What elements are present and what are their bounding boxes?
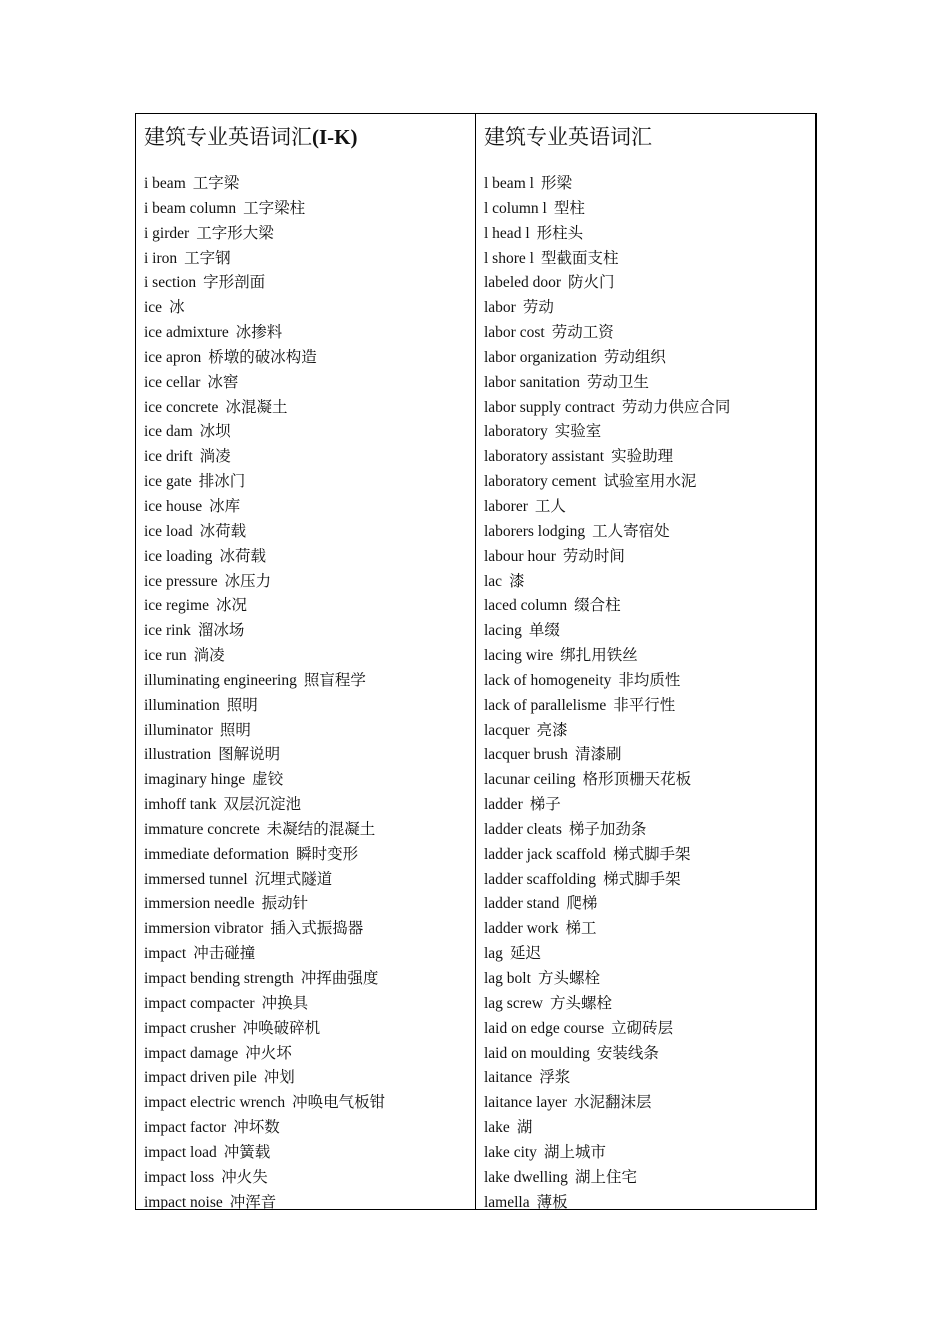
glossary-entry <box>484 1116 807 1141</box>
glossary-entry <box>144 917 467 942</box>
glossary-entry <box>484 520 807 545</box>
chinese-term: 冰况 <box>215 597 247 615</box>
glossary-entry <box>484 1191 807 1209</box>
column-heading-right <box>484 122 807 152</box>
chinese-term: 冰荷载 <box>219 547 266 565</box>
chinese-term: 淌凌 <box>193 647 225 665</box>
chinese-term: 冰坝 <box>199 423 231 441</box>
english-term: impact crusher <box>144 1019 236 1037</box>
english-term: immersion vibrator <box>144 920 264 938</box>
english-term: labor organization <box>484 348 597 366</box>
english-term: lag screw <box>484 994 543 1012</box>
chinese-term: 未凝结的混凝土 <box>266 820 376 838</box>
english-term: illuminator <box>144 721 213 739</box>
chinese-term: 冰压力 <box>224 572 272 590</box>
english-term: ice loading <box>144 547 213 565</box>
english-term: lag bolt <box>484 970 531 987</box>
glossary-entry <box>484 1042 807 1067</box>
english-term: labeled door <box>484 274 562 292</box>
column-heading-left <box>144 122 467 152</box>
chinese-term: 冲划 <box>263 1069 295 1087</box>
entry-list-right <box>484 172 807 1209</box>
glossary-entry <box>484 719 807 744</box>
english-term: labor <box>484 299 516 317</box>
glossary-entry <box>484 992 807 1017</box>
english-term: impact driven pile <box>144 1069 257 1087</box>
english-term: immediate deformation <box>144 845 290 863</box>
glossary-entry <box>484 1017 807 1042</box>
glossary-entry <box>484 743 807 768</box>
chinese-term: 冲坏数 <box>233 1119 280 1137</box>
glossary-entry <box>144 743 467 768</box>
chinese-term: 型柱 <box>553 199 585 217</box>
glossary-entry <box>144 1141 467 1166</box>
english-term: laid on edge course <box>484 1019 605 1037</box>
chinese-term: 方头螺栓 <box>549 994 612 1012</box>
chinese-term: 劳动时间 <box>562 547 625 565</box>
english-term: laitance <box>484 1069 533 1087</box>
chinese-term: 冲簧载 <box>223 1143 271 1161</box>
glossary-entry <box>144 967 467 992</box>
chinese-term: 冲换具 <box>261 994 309 1012</box>
english-term: laced column <box>484 597 568 615</box>
glossary-entry <box>484 420 807 445</box>
chinese-term: 冲火失 <box>221 1168 268 1186</box>
chinese-term: 湖 <box>516 1119 533 1137</box>
glossary-entry <box>484 172 807 197</box>
english-term: illuminating engineering <box>144 671 297 689</box>
glossary-entry <box>144 271 467 296</box>
chinese-term: 薄板 <box>536 1193 568 1209</box>
chinese-term: 缀合柱 <box>574 597 621 615</box>
chinese-term: 冰荷载 <box>199 522 247 540</box>
glossary-entry <box>484 570 807 595</box>
glossary-entry <box>484 271 807 296</box>
english-term: immature concrete <box>144 820 260 838</box>
glossary-entry <box>144 843 467 868</box>
chinese-term: 冲唤电气板钳 <box>292 1094 386 1112</box>
glossary-entry <box>484 396 807 421</box>
chinese-term: 工人 <box>534 497 566 515</box>
english-term: ladder jack scaffold <box>484 845 606 863</box>
english-term: ice dam <box>144 423 193 441</box>
glossary-entry <box>144 644 467 669</box>
glossary-entry <box>144 321 467 346</box>
english-term: ice cellar <box>144 373 201 391</box>
chinese-term: 工字梁 <box>192 175 240 192</box>
chinese-term: 排冰门 <box>198 473 246 491</box>
chinese-term: 照明 <box>226 696 258 714</box>
english-term: impact electric wrench <box>144 1094 286 1112</box>
glossary-entry <box>484 843 807 868</box>
glossary-entry <box>484 594 807 619</box>
chinese-term: 非平行性 <box>613 696 676 714</box>
glossary-entry <box>144 669 467 694</box>
english-term: l beam l <box>484 175 534 192</box>
chinese-term: 冰混凝土 <box>225 398 288 416</box>
glossary-column-left <box>136 114 476 1209</box>
english-term: laboratory assistant <box>484 448 605 466</box>
glossary-entry <box>144 396 467 421</box>
english-term: ice admixture <box>144 324 229 342</box>
english-term: ice apron <box>144 348 202 366</box>
glossary-entry <box>144 346 467 371</box>
english-term: impact load <box>144 1143 217 1161</box>
chinese-term: 冲唤破碎机 <box>242 1019 321 1037</box>
chinese-term: 工人寄宿处 <box>592 522 670 540</box>
english-term: i beam <box>144 175 186 192</box>
chinese-term: 单缀 <box>528 622 560 640</box>
chinese-term: 湖上住宅 <box>574 1168 637 1186</box>
glossary-entry <box>484 942 807 967</box>
glossary-entry <box>144 719 467 744</box>
glossary-entry <box>144 818 467 843</box>
english-term: lacing wire <box>484 647 554 665</box>
english-term: i iron <box>144 249 178 267</box>
glossary-entry <box>144 545 467 570</box>
english-term: illustration <box>144 746 212 764</box>
glossary-table <box>135 113 817 1210</box>
english-term: i section <box>144 274 197 292</box>
chinese-term: 冰窖 <box>207 373 239 391</box>
chinese-term: 非均质性 <box>618 671 681 689</box>
english-term: laboratory cement <box>484 473 597 491</box>
chinese-term: 安装线条 <box>596 1044 659 1062</box>
english-term: lack of parallelisme <box>484 696 607 714</box>
glossary-entry <box>144 570 467 595</box>
english-term: impact damage <box>144 1044 239 1062</box>
chinese-term: 淌凌 <box>199 448 231 466</box>
heading-text: 建筑专业英语词汇 <box>484 125 652 149</box>
glossary-entry <box>144 520 467 545</box>
english-term: ladder work <box>484 920 559 938</box>
english-term: lacing <box>484 622 522 640</box>
entry-list-left <box>144 172 467 1209</box>
english-term: ice drift <box>144 448 193 466</box>
chinese-term: 虚铰 <box>252 771 284 789</box>
english-term: lacunar ceiling <box>484 771 576 789</box>
english-term: lamella <box>484 1193 530 1209</box>
glossary-entry <box>144 942 467 967</box>
english-term: labor supply contract <box>484 398 615 416</box>
english-term: ice gate <box>144 473 192 491</box>
glossary-entry <box>144 470 467 495</box>
chinese-term: 冲击碰撞 <box>193 945 256 963</box>
chinese-term: 绑扎用铁丝 <box>560 647 638 665</box>
chinese-term: 实验室 <box>554 423 602 441</box>
chinese-term: 清漆刷 <box>574 746 622 764</box>
english-term: immersed tunnel <box>144 870 248 888</box>
glossary-entry <box>144 420 467 445</box>
chinese-term: 桥墩的破冰构造 <box>208 348 317 366</box>
glossary-entry <box>144 371 467 396</box>
glossary-entry <box>144 1066 467 1091</box>
english-term: lake dwelling <box>484 1168 568 1186</box>
chinese-term: 字形剖面 <box>203 274 266 292</box>
glossary-entry <box>484 371 807 396</box>
english-term: lag <box>484 945 503 963</box>
chinese-term: 劳动工资 <box>551 324 614 342</box>
glossary-entry <box>484 793 807 818</box>
english-term: impact <box>144 945 187 963</box>
chinese-term: 瞬时变形 <box>296 845 359 863</box>
glossary-entry <box>144 1042 467 1067</box>
english-term: labor sanitation <box>484 373 580 391</box>
glossary-entry <box>484 247 807 272</box>
glossary-entry <box>144 793 467 818</box>
glossary-entry <box>144 1017 467 1042</box>
glossary-entry <box>484 321 807 346</box>
glossary-entry <box>144 619 467 644</box>
chinese-term: 梯子加劲条 <box>568 820 647 838</box>
chinese-term: 插入式振捣器 <box>270 920 364 938</box>
glossary-entry <box>484 644 807 669</box>
glossary-entry <box>484 346 807 371</box>
glossary-entry <box>484 694 807 719</box>
chinese-term: 劳动卫生 <box>587 373 650 391</box>
english-term: i girder <box>144 224 190 242</box>
english-term: illumination <box>144 696 220 714</box>
english-term: ladder scaffolding <box>484 870 597 888</box>
glossary-entry <box>484 495 807 520</box>
english-term: lacquer brush <box>484 746 568 764</box>
chinese-term: 冲浑音 <box>229 1193 277 1209</box>
glossary-entry <box>144 1091 467 1116</box>
english-term: ice regime <box>144 597 209 615</box>
chinese-term: 湖上城市 <box>543 1143 606 1161</box>
glossary-entry <box>484 669 807 694</box>
english-term: imaginary hinge <box>144 771 246 789</box>
chinese-term: 振动针 <box>261 895 309 913</box>
english-term: laitance layer <box>484 1094 568 1112</box>
glossary-entry <box>144 868 467 893</box>
chinese-term: 图解说明 <box>218 746 281 764</box>
glossary-entry <box>144 296 467 321</box>
glossary-entry <box>484 967 807 992</box>
chinese-term: 形梁 <box>540 175 572 192</box>
chinese-term: 工字梁柱 <box>243 199 306 217</box>
english-term: labor cost <box>484 324 545 342</box>
chinese-term: 劳动 <box>522 299 554 317</box>
glossary-entry <box>144 992 467 1017</box>
chinese-term: 爬梯 <box>566 895 598 913</box>
english-term: ice run <box>144 647 187 665</box>
english-term: ladder cleats <box>484 820 562 838</box>
chinese-term: 立砌砖层 <box>611 1019 674 1037</box>
glossary-entry <box>484 296 807 321</box>
chinese-term: 浮浆 <box>539 1069 571 1087</box>
glossary-entry <box>484 1141 807 1166</box>
english-term: ladder stand <box>484 895 560 913</box>
chinese-term: 梯工 <box>565 920 597 938</box>
glossary-entry <box>484 1066 807 1091</box>
glossary-entry <box>484 892 807 917</box>
chinese-term: 冰库 <box>209 497 241 515</box>
chinese-term: 试验室用水泥 <box>603 473 697 491</box>
glossary-entry <box>484 470 807 495</box>
english-term: ice house <box>144 497 203 515</box>
english-term: ladder <box>484 796 523 814</box>
chinese-term: 实验助理 <box>611 448 674 466</box>
english-term: immersion needle <box>144 895 255 913</box>
glossary-entry <box>484 545 807 570</box>
glossary-entry <box>144 445 467 470</box>
chinese-term: 梯式脚手架 <box>603 870 681 888</box>
chinese-term: 劳动力供应合同 <box>621 398 731 416</box>
chinese-term: 亮漆 <box>536 721 568 739</box>
glossary-entry <box>144 594 467 619</box>
english-term: impact noise <box>144 1193 223 1209</box>
english-term: impact loss <box>144 1168 215 1186</box>
glossary-entry <box>144 197 467 222</box>
glossary-entry <box>484 445 807 470</box>
english-term: l column l <box>484 199 547 217</box>
chinese-term: 沉埋式隧道 <box>254 870 333 888</box>
chinese-term: 型截面支柱 <box>540 249 619 267</box>
chinese-term: 工字形大梁 <box>196 224 274 242</box>
glossary-entry <box>144 1191 467 1209</box>
chinese-term: 工字钢 <box>184 249 231 267</box>
chinese-term: 梯式脚手架 <box>612 845 691 863</box>
chinese-term: 梯子 <box>529 796 561 814</box>
english-term: ice load <box>144 522 193 540</box>
glossary-entry <box>144 222 467 247</box>
chinese-term: 冰 <box>169 299 185 317</box>
chinese-term: 防火门 <box>568 274 615 292</box>
glossary-entry <box>484 197 807 222</box>
chinese-term: 漆 <box>509 572 525 590</box>
glossary-column-right <box>476 114 815 1209</box>
glossary-entry <box>144 495 467 520</box>
english-term: lake <box>484 1119 510 1137</box>
glossary-entry <box>484 1091 807 1116</box>
english-term: ice <box>144 299 163 317</box>
english-term: laborer <box>484 497 528 515</box>
glossary-entry <box>484 868 807 893</box>
english-term: lake city <box>484 1143 537 1161</box>
english-term: l shore l <box>484 249 534 267</box>
glossary-entry <box>484 1166 807 1191</box>
glossary-entry <box>144 892 467 917</box>
glossary-entry <box>144 1166 467 1191</box>
chinese-term: 冰掺料 <box>235 324 283 342</box>
glossary-entry <box>144 172 467 197</box>
english-term: imhoff tank <box>144 796 217 814</box>
english-term: laid on moulding <box>484 1044 590 1062</box>
english-term: lac <box>484 572 503 590</box>
english-term: laboratory <box>484 423 548 441</box>
chinese-term: 冲挥曲强度 <box>300 970 379 987</box>
english-term: laborers lodging <box>484 522 586 540</box>
glossary-entry <box>144 247 467 272</box>
glossary-entry <box>144 768 467 793</box>
english-term: ice rink <box>144 622 191 640</box>
glossary-entry <box>144 694 467 719</box>
english-term: l head l <box>484 224 530 242</box>
chinese-term: 照明 <box>219 721 251 739</box>
chinese-term: 劳动组织 <box>603 348 666 366</box>
heading-range: (I-K) <box>312 125 358 149</box>
chinese-term: 形柱头 <box>536 224 584 242</box>
english-term: lack of homogeneity <box>484 671 612 689</box>
glossary-entry <box>484 768 807 793</box>
chinese-term: 照盲程学 <box>303 671 366 689</box>
chinese-term: 溜冰场 <box>197 622 245 640</box>
english-term: impact compacter <box>144 994 255 1012</box>
glossary-entry <box>144 1116 467 1141</box>
english-term: ice pressure <box>144 572 218 590</box>
chinese-term: 延迟 <box>509 945 541 963</box>
chinese-term: 水泥翻沫层 <box>574 1094 652 1112</box>
chinese-term: 冲火坏 <box>245 1044 292 1062</box>
chinese-term: 方头螺栓 <box>537 970 600 987</box>
chinese-term: 双层沉淀池 <box>223 796 301 814</box>
english-term: impact factor <box>144 1119 227 1137</box>
chinese-term: 格形顶栅天花板 <box>582 771 692 789</box>
english-term: i beam column <box>144 199 237 217</box>
english-term: impact bending strength <box>144 970 294 987</box>
heading-text: 建筑专业英语词汇 <box>144 125 312 149</box>
english-term: ice concrete <box>144 398 219 416</box>
glossary-entry <box>484 619 807 644</box>
glossary-entry <box>484 818 807 843</box>
glossary-entry <box>484 917 807 942</box>
english-term: labour hour <box>484 547 556 565</box>
english-term: lacquer <box>484 721 530 739</box>
glossary-entry <box>484 222 807 247</box>
